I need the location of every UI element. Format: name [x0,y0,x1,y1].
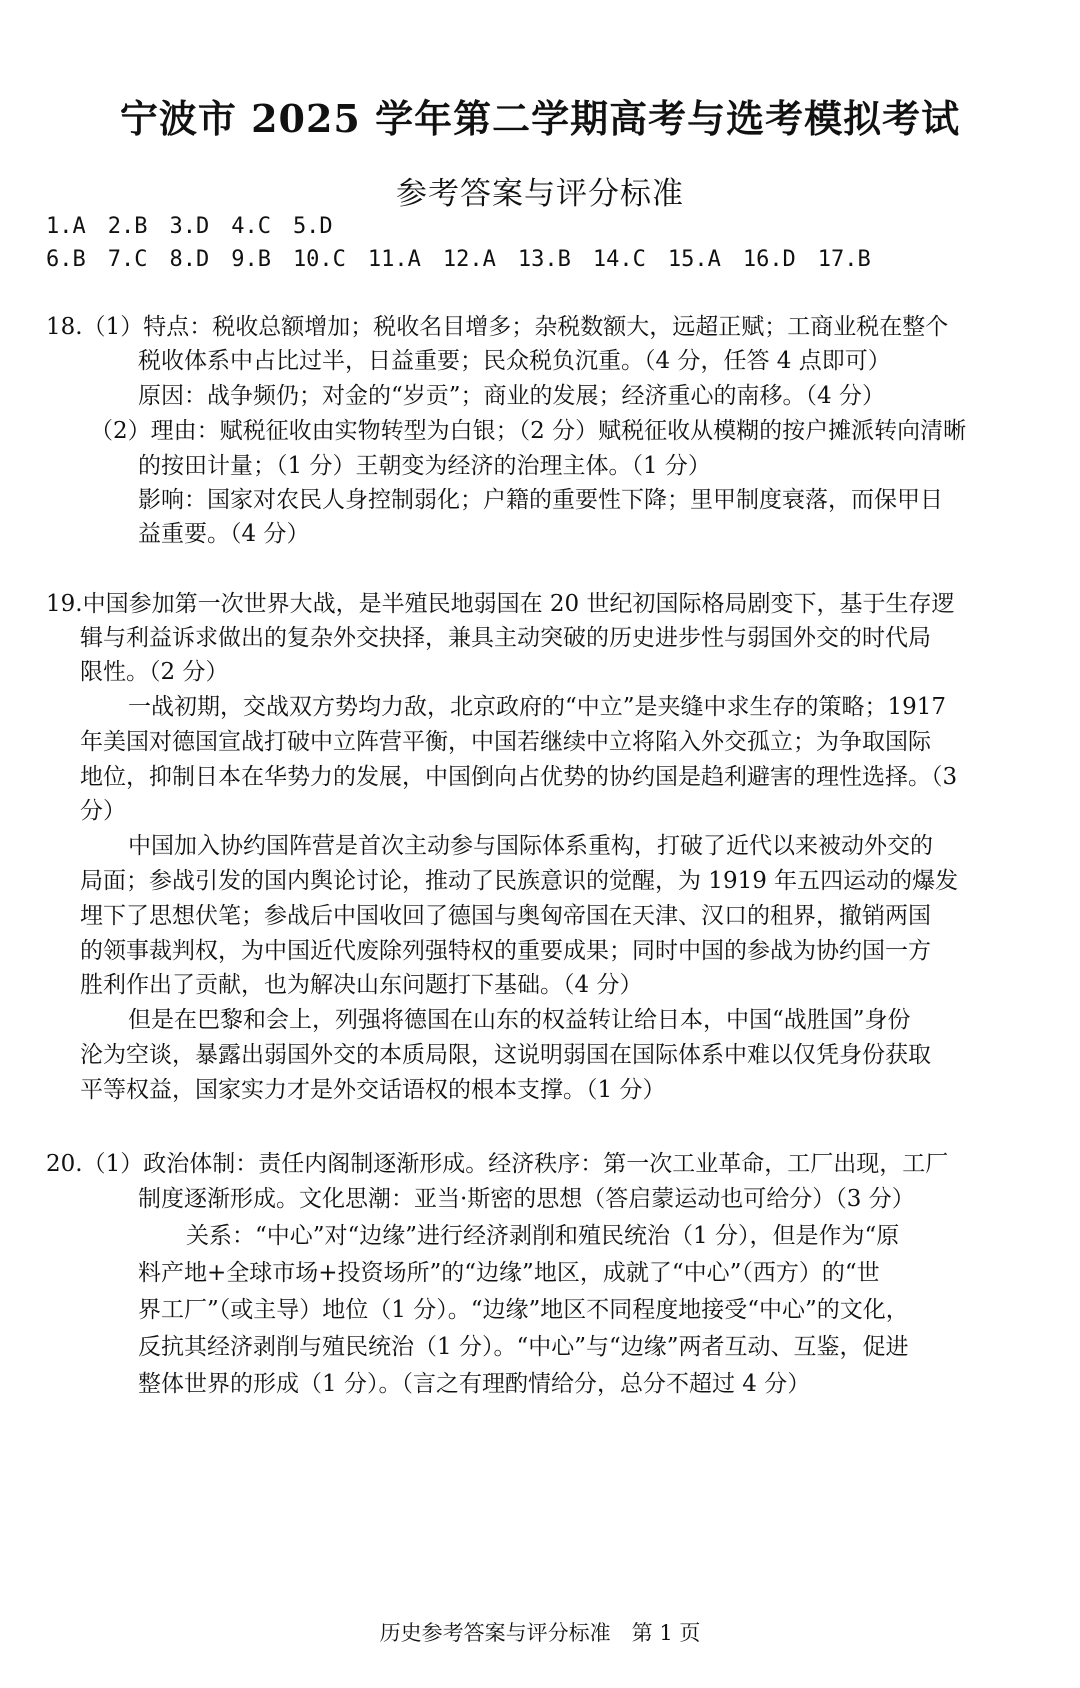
q20-line-1: 20.（1）政治体制：责任内阁制逐渐形成。经济秩序：第一次工业革命，工厂出现，工厂 [46,1151,949,1177]
q19-line-2: 辑与利益诉求做出的复杂外交抉择，兼具主动突破的历史进步性与弱国外交的时代局 [80,625,931,651]
q19-line-12: 胜利作出了贡献，也为解决山东问题打下基础。（4 分） [80,972,643,998]
q18-line-3: 原因：战争频仍；对金的“岁贡”；商业的发展；经济重心的南移。（4 分） [138,383,885,409]
q18-line-4: （2）理由：赋税征收由实物转型为白银；（2 分）赋税征收从模糊的按户摊派转向清晰 [90,418,967,444]
page-subtitle: 参考答案与评分标准 [396,176,684,212]
page-title: 宁波市 2025 学年第二学期高考与选考模拟考试 [119,96,961,141]
q19-line-7: 分） [80,798,126,824]
q19-line-5: 年美国对德国宣战打破中立阵营平衡，中国若继续中立将陷入外交孤立；为争取国际 [80,729,931,755]
q19-line-9: 局面；参战引发的国内舆论讨论，推动了民族意识的觉醒，为 1919 年五四运动的爆发 [80,868,959,894]
q19-line-15: 平等权益，国家实力才是外交话语权的根本支撑。（1 分） [80,1077,666,1103]
q20-line-6: 反抗其经济剥削与殖民统治（1 分）。“中心”与“边缘”两者互动、互鉴，促进 [138,1334,909,1360]
q20-line-5: 界工厂”（或主导）地位（1 分）。“边缘”地区不同程度地接受“中心”的文化， [138,1297,909,1323]
q20-line-7: 整体世界的形成（1 分）。（言之有理酌情给分，总分不超过 4 分） [138,1371,811,1397]
q18-line-7: 益重要。（4 分） [138,521,310,547]
q19-line-14: 沦为空谈，暴露出弱国外交的本质局限，这说明弱国在国际体系中难以仅凭身份获取 [80,1042,931,1068]
q20-line-2: 制度逐渐形成。文化思潮：亚当·斯密的思想（答启蒙运动也可给分）（3 分） [138,1186,915,1212]
q19-line-1: 19.中国参加第一次世界大战，是半殖民地弱国在 20 世纪初国际格局剧变下，基于生存逻 [46,591,955,617]
q19-line-3: 限性。（2 分） [80,659,229,685]
q19-line-10: 埋下了思想伏笔；参战后中国收回了德国与奥匈帝国在天津、汉口的租界，撤销两国 [80,903,931,929]
q20-line-3: 关系：“中心”对“边缘”进行经济剥削和殖民统治（1 分），但是作为“原 [186,1223,900,1249]
q19-line-13: 但是在巴黎和会上，列强将德国在山东的权益转让给日本，中国“战胜国”身份 [128,1007,911,1033]
q19-line-11: 的领事裁判权，为中国近代废除列强特权的重要成果；同时中国的参战为协约国一方 [80,938,931,964]
mc-answers-row-2: 6.B 7.C 8.D 9.B 10.C 11.A 12.A 13.B 14.C 15.A 16.D 17.B [46,247,871,272]
q18-line-5: 的按田计量；（1 分）王朝变为经济的治理主体。（1 分） [138,453,711,479]
q19-line-4: 一战初期，交战双方势均力敌，北京政府的“中立”是夹缝中求生存的策略；1917 [128,694,947,720]
q18-line-1: 18.（1）特点：税收总额增加；税收名目增多；杂税数额大，远超正赋；工商业税在整个 [46,314,949,340]
q18-line-6: 影响：国家对农民人身控制弱化；户籍的重要性下降；里甲制度衰落，而保甲日 [138,487,943,513]
mc-answers-row-1: 1.A 2.B 3.D 4.C 5.D [46,214,333,239]
q19-line-6: 地位，抑制日本在华势力的发展，中国倒向占优势的协约国是趋利避害的理性选择。（3 [80,764,958,790]
page-footer: 历史参考答案与评分标准 第 1 页 [379,1621,701,1645]
q18-line-2: 税收体系中占比过半，日益重要；民众税负沉重。（4 分，任答 4 点即可） [138,348,891,374]
q19-line-8: 中国加入协约国阵营是首次主动参与国际体系重构，打破了近代以来被动外交的 [128,833,933,859]
q20-line-4: 料产地+全球市场+投资场所”的“边缘”地区，成就了“中心”（西方）的“世 [138,1260,880,1286]
